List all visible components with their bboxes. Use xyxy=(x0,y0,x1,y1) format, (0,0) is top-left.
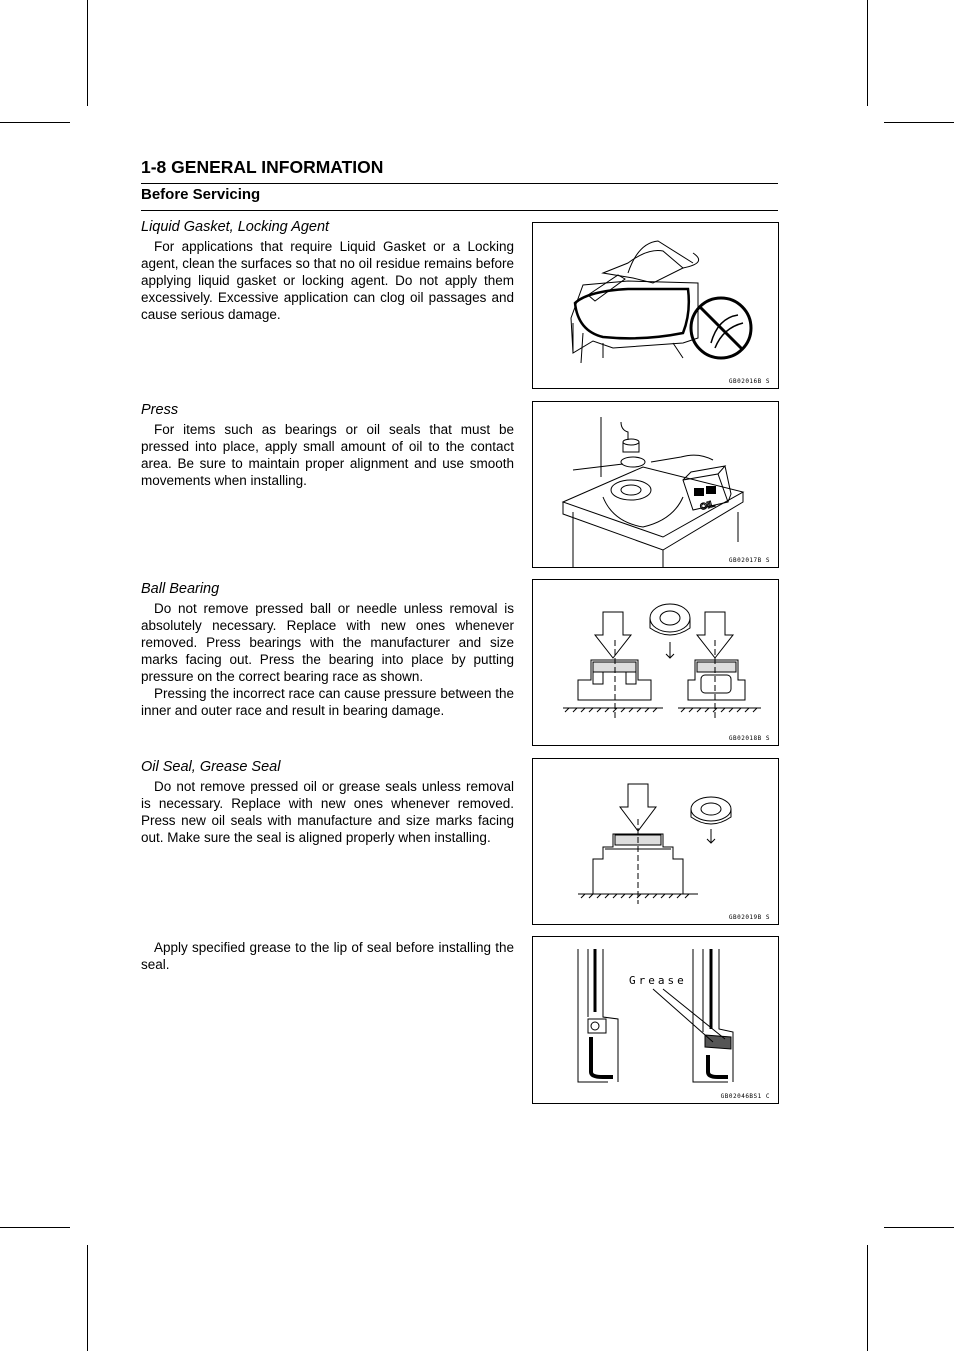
section-heading: Liquid Gasket, Locking Agent xyxy=(141,219,330,235)
crop-mark xyxy=(884,122,954,123)
oil-label: OIL xyxy=(698,498,717,512)
section-paragraph: Do not remove pressed oil or grease seals unless removal is necessary. Replace with new ones whenever removed. Press new oil seals with manufacture and size marks facing out. Make sure the seal is aligned properly when installing. xyxy=(141,779,514,845)
crop-mark xyxy=(0,122,70,123)
figure-liquid-gasket xyxy=(532,222,779,389)
figure-code: GB02018B S xyxy=(728,735,770,742)
crop-mark xyxy=(87,0,88,106)
crop-mark xyxy=(0,1227,70,1228)
section-paragraph: Apply specified grease to the lip of seal before installing the seal. xyxy=(141,940,514,972)
figure-code: GB02016B S xyxy=(728,378,770,385)
section-rule xyxy=(141,210,778,211)
crop-mark xyxy=(884,1227,954,1228)
section-grease xyxy=(141,939,514,973)
section-paragraph: Do not remove pressed ball or needle unless removal is absolutely necessary. Replace with new ones whenever removed. Press bearings with the manufacturer and size marks facing out. Press the bearing into place by putting pressure on the correct bearing race as shown. xyxy=(141,601,514,684)
figure-press xyxy=(532,401,779,568)
section-heading: Oil Seal, Grease Seal xyxy=(141,759,281,775)
section-oil-seal xyxy=(141,759,514,846)
crop-mark xyxy=(867,0,868,106)
crop-mark xyxy=(87,1245,88,1351)
section-ball-bearing xyxy=(141,581,514,719)
figure-oil-seal xyxy=(532,758,779,925)
figure-code: GB02017B S xyxy=(728,557,770,564)
section-press xyxy=(141,402,514,489)
page-title: 1-8 GENERAL INFORMATION xyxy=(141,157,384,177)
crop-mark xyxy=(867,1245,868,1351)
figure-ball-bearing xyxy=(532,579,779,746)
section-liquid-gasket xyxy=(141,219,514,323)
section-heading: Press xyxy=(141,402,179,418)
section-title: Before Servicing xyxy=(141,186,261,203)
section-paragraph: Pressing the incorrect race can cause pressure between the inner and outer race and result in bearing damage. xyxy=(141,686,514,718)
figure-code: GB02019B S xyxy=(728,914,770,921)
grease-label: Grease xyxy=(629,974,687,987)
figure-grease xyxy=(532,936,779,1104)
section-paragraph: For applications that require Liquid Gasket or a Locking agent, clean the surfaces so that no oil residue remains before applying liquid gasket or locking agent. Do not apply them excessively. Excessive application can clog oil passages and cause serious damage. xyxy=(141,239,514,322)
section-heading: Ball Bearing xyxy=(141,581,220,597)
section-paragraph: For items such as bearings or oil seals that must be pressed into place, apply small amount of oil to the contact area. Be sure to maintain proper alignment and use smooth movements when installing. xyxy=(141,422,514,488)
figure-code: GB02046BS1 C xyxy=(720,1093,770,1100)
header-rule xyxy=(141,183,778,184)
